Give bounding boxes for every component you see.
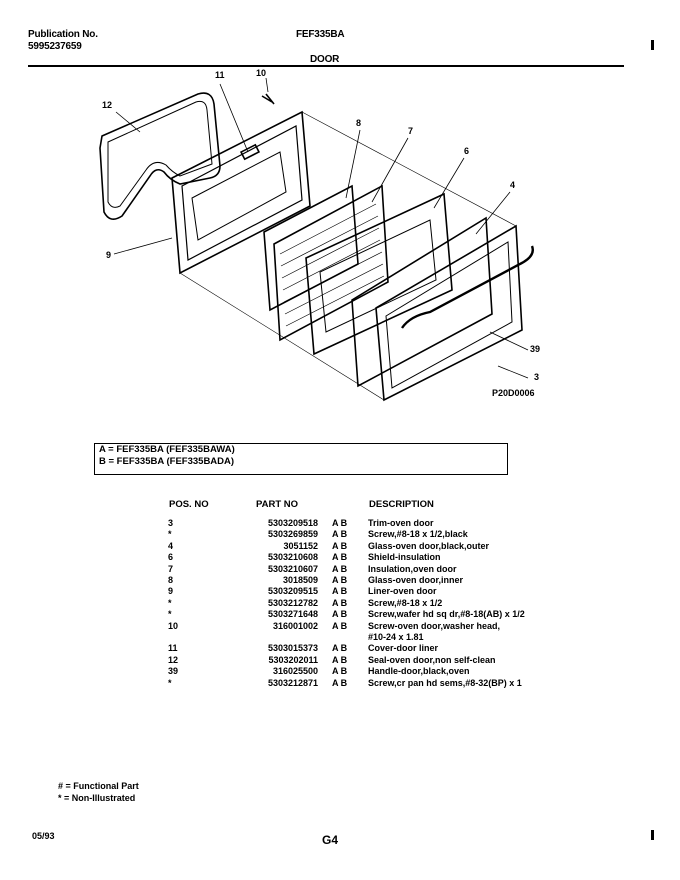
header-desc: DESCRIPTION [369,499,434,510]
table-row [168,609,525,620]
table-row [168,564,525,575]
cell-pos: * [168,597,172,608]
table-row [168,541,525,552]
parts-table [168,498,525,689]
callout-11: 11 [215,70,225,80]
callout-3: 3 [534,372,540,382]
cell-pos: 6 [168,552,174,563]
cell-part: 5303209515 [267,586,318,597]
callout-39: 39 [530,344,541,354]
cell-codes: A B [332,597,348,608]
cell-codes: A B [332,529,348,540]
section-title: DOOR [310,54,340,65]
cell-pos: 7 [168,563,174,574]
table-header-row [168,498,525,518]
cell-part: 3051152 [283,540,318,551]
cell-codes: A B [332,552,348,563]
cell-pos: 8 [168,575,174,586]
cell-desc: Screw,#8-18 x 1/2 [368,597,443,608]
outer-glass-part [352,218,492,386]
drawing-id: P20D0006 [492,388,535,398]
cell-codes: A B [332,620,348,631]
header-part: PART NO [256,499,299,510]
table-row [168,529,525,540]
callout-4: 4 [510,180,516,190]
publication-number: 5995237659 [28,41,82,52]
margin-mark-top [651,40,654,50]
header-pos: POS. NO [169,499,209,510]
cell-desc: Liner-oven door [368,586,437,597]
cell-part: 5303210608 [267,552,318,563]
legend-a: A = FEF335BA (FEF335BAWA) [99,444,235,455]
cell-codes: A B [332,586,348,597]
cell-desc: Insulation,oven door [368,563,457,574]
cell-part: 316001002 [272,620,318,631]
callout-12: 12 [102,100,113,110]
cell-desc: Screw,cr pan hd sems,#8-32(BP) x 1 [368,677,522,688]
cell-pos: 12 [168,654,179,665]
legend-b: B = FEF335BA (FEF335BADA) [99,456,235,467]
cell-desc: Trim-oven door [368,518,434,528]
cell-codes: A B [332,677,348,688]
inner-glass-part [264,186,358,310]
cover-liner-part [241,145,259,159]
print-date: 05/93 [32,831,55,841]
cell-pos: 3 [168,518,174,528]
cell-codes: A B [332,518,348,528]
cell-pos: 4 [168,540,174,551]
cell-part: 3018509 [282,575,318,586]
table-row [168,678,525,689]
publication-label: Publication No. [28,29,98,40]
cell-codes: A B [332,575,348,586]
cell-desc: Handle-door,black,oven [368,666,470,677]
table-row [168,666,525,677]
cell-part: 5303202011 [268,654,318,665]
cell-pos: * [168,609,172,620]
cell-part: 5303271648 [267,609,318,620]
page-number: G4 [322,833,339,847]
cell-pos: 11 [168,643,178,654]
cell-codes: A B [332,563,348,574]
cell-desc: Seal-oven door,non self-clean [368,654,496,665]
cell-part: 5303212782 [267,597,318,608]
cell-codes: A B [332,666,348,677]
cell-desc: Glass-oven door,inner [368,575,464,586]
functional-part-note: # = Functional Part [58,781,139,791]
callout-10: 10 [256,68,267,78]
callout-7: 7 [408,126,414,136]
header-rule [28,65,624,67]
cell-desc: Glass-oven door,black,outer [368,540,490,551]
table-row [168,518,525,529]
table-row [168,655,525,666]
table-row [168,586,525,597]
cell-pos: 39 [168,666,179,677]
table-row [168,552,525,563]
cell-desc: Cover-door liner [368,643,439,654]
table-row [168,621,525,632]
door-screw-part [262,94,274,104]
non-illustrated-note: * = Non-Illustrated [58,793,136,803]
cell-part: 5303269859 [267,529,318,540]
callout-8: 8 [356,118,362,128]
cell-pos: * [168,529,172,540]
shield-part [306,194,452,354]
insulation-part [274,186,388,340]
cell-codes: A B [332,609,348,620]
model-legend [94,443,508,475]
model-number: FEF335BA [296,29,345,40]
callout-9: 9 [106,250,112,260]
cell-desc: Shield-insulation [368,552,441,563]
cell-desc: Screw,#8-18 x 1/2,black [368,529,468,540]
table-row [168,643,525,654]
cell-pos: 10 [168,620,179,631]
cell-pos: * [168,677,172,688]
cell-codes: A B [332,643,348,654]
cell-desc: Screw-oven door,washer head, [368,620,501,631]
exploded-door-diagram [80,68,580,408]
header-codes [332,498,368,518]
cell-codes: A B [332,654,348,665]
cell-pos [168,632,238,643]
cell-codes [332,632,368,643]
cell-part: 316025500 [272,666,318,677]
door-seal-part [100,93,220,219]
margin-mark-bottom [651,830,654,840]
cell-desc: #10-24 x 1.81 [368,632,424,643]
callout-6: 6 [464,146,470,156]
table-row [168,598,525,609]
table-row [168,575,525,586]
cell-codes: A B [332,540,348,551]
cell-part: 5303209518 [267,518,318,528]
cell-desc: Screw,wafer hd sq dr,#8-18(AB) x 1/2 [368,609,525,620]
cell-part: 5303015373 [267,643,318,654]
cell-part: 5303210607 [267,563,318,574]
cell-part: 5303212871 [267,677,318,688]
cell-pos: 9 [168,586,174,597]
cell-part [238,632,332,643]
table-row [168,632,525,643]
